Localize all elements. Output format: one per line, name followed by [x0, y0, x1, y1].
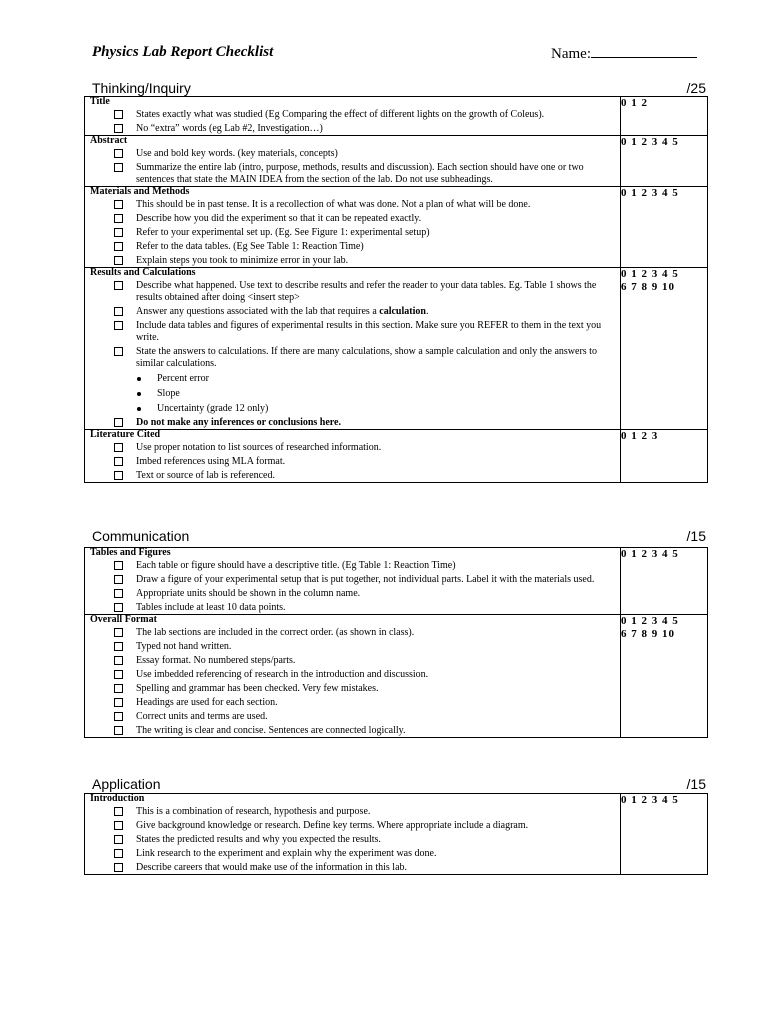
- section-max-score: /15: [686, 776, 706, 792]
- checkbox-icon[interactable]: [114, 149, 123, 158]
- section-name: Application: [92, 776, 161, 792]
- score-scale: 0 1 2 3: [621, 430, 708, 483]
- rubric-row: [85, 97, 708, 136]
- checklist-item: Describe how you did the experiment so that it can be repeated exactly.: [85, 213, 620, 225]
- checkbox-icon[interactable]: [114, 110, 123, 119]
- score-scale: 0 1 2 3 4 5: [621, 794, 708, 875]
- bullet-icon: [137, 392, 141, 396]
- checklist-item: Use proper notation to list sources of researched information.: [85, 442, 620, 454]
- checklist-item: Explain steps you took to minimize error in your lab.: [85, 255, 620, 267]
- rubric-row: [85, 430, 708, 483]
- bullet-item: Slope: [85, 388, 620, 400]
- checklist-item: The writing is clear and concise. Sentences are connected logically.: [85, 725, 620, 737]
- checkbox-icon[interactable]: [114, 347, 123, 356]
- section-name: Thinking/Inquiry: [92, 80, 191, 96]
- checklist-item: Each table or figure should have a descriptive title. (Eg Table 1: Reaction Time): [85, 560, 620, 572]
- checklist-item: No “extra” words (eg Lab #2, Investigation…): [85, 123, 620, 135]
- checkbox-icon[interactable]: [114, 321, 123, 330]
- score-scale: 0 1 2 3 4 5 6 7 8 9 10: [621, 615, 708, 738]
- checklist-item: Do not make any inferences or conclusions here.: [85, 417, 620, 429]
- checklist-item: Headings are used for each section.: [85, 697, 620, 709]
- rubric-title: Literature Cited: [90, 429, 161, 440]
- checkbox-icon[interactable]: [114, 726, 123, 735]
- rubric-title: Materials and Methods: [90, 186, 190, 197]
- checkbox-icon[interactable]: [114, 471, 123, 480]
- checklist-item: Draw a figure of your experimental setup that is put together, not individual parts. Label it with the materials used.: [85, 574, 620, 586]
- checkbox-icon[interactable]: [114, 200, 123, 209]
- checkbox-icon[interactable]: [114, 575, 123, 584]
- rubric-row: [85, 187, 708, 268]
- bullet-item: Uncertainty (grade 12 only): [85, 403, 620, 415]
- rubric-title: Tables and Figures: [90, 547, 171, 558]
- checkbox-icon[interactable]: [114, 698, 123, 707]
- checkbox-icon[interactable]: [114, 457, 123, 466]
- checkbox-icon[interactable]: [114, 214, 123, 223]
- checkbox-icon[interactable]: [114, 561, 123, 570]
- checkbox-icon[interactable]: [114, 628, 123, 637]
- checklist-item: Use and bold key words. (key materials, concepts): [85, 148, 620, 160]
- checklist-item: This is a combination of research, hypothesis and purpose.: [85, 806, 620, 818]
- checkbox-icon[interactable]: [114, 656, 123, 665]
- rubric-title: Title: [90, 96, 110, 107]
- section-max-score: /25: [686, 80, 706, 96]
- score-scale: 0 1 2: [621, 97, 708, 136]
- checkbox-icon[interactable]: [114, 418, 123, 427]
- checkbox-icon[interactable]: [114, 684, 123, 693]
- checkbox-icon[interactable]: [114, 307, 123, 316]
- score-scale: 0 1 2 3 4 5: [621, 548, 708, 615]
- checkbox-icon[interactable]: [114, 835, 123, 844]
- section-name: Communication: [92, 528, 190, 544]
- rubric-row: [85, 136, 708, 187]
- document-title: Physics Lab Report Checklist: [92, 44, 274, 60]
- rubric-title: Abstract: [90, 135, 128, 146]
- section-max-score: /15: [686, 528, 706, 544]
- name-blank-line: [591, 44, 697, 58]
- checklist-item: Essay format. No numbered steps/parts.: [85, 655, 620, 667]
- rubric-row: [85, 794, 708, 875]
- checklist-item: Give background knowledge or research. Define key terms. Where appropriate include a diagram.: [85, 820, 620, 832]
- checkbox-icon[interactable]: [114, 281, 123, 290]
- checkbox-icon[interactable]: [114, 712, 123, 721]
- bullet-item: Percent error: [85, 373, 620, 385]
- checkbox-icon[interactable]: [114, 863, 123, 872]
- rubric-row: [85, 268, 708, 430]
- checkbox-icon[interactable]: [114, 443, 123, 452]
- checkbox-icon[interactable]: [114, 807, 123, 816]
- checkbox-icon[interactable]: [114, 242, 123, 251]
- checklist-item: Describe what happened. Use text to describe results and refer the reader to your data tables. Eg. Table 1 shows the results obtained after doing <insert step>: [85, 280, 620, 304]
- name-label: Name:: [551, 46, 591, 62]
- rubric-table: [84, 547, 708, 738]
- checklist-item: Answer any questions associated with the lab that requires a calculation.: [85, 306, 620, 318]
- checklist-item: Include data tables and figures of experimental results in this section. Make sure you REFER to them in the text you write.: [85, 320, 620, 344]
- checklist-item: Typed not hand written.: [85, 641, 620, 653]
- rubric-table: [84, 96, 708, 483]
- checklist-item: State the answers to calculations. If there are many calculations, show a sample calculation and only the answers to similar calculations.: [85, 346, 620, 370]
- checkbox-icon[interactable]: [114, 256, 123, 265]
- checklist-item: Spelling and grammar has been checked. Very few mistakes.: [85, 683, 620, 695]
- rubric-table: [84, 793, 708, 875]
- checklist-item: Tables include at least 10 data points.: [85, 602, 620, 614]
- checklist-item: Appropriate units should be shown in the column name.: [85, 588, 620, 600]
- checklist-item: Refer to the data tables. (Eg See Table 1: Reaction Time): [85, 241, 620, 253]
- rubric-title: Overall Format: [90, 614, 157, 625]
- checklist-item: Describe careers that would make use of the information in this lab.: [85, 862, 620, 874]
- checklist-item: Imbed references using MLA format.: [85, 456, 620, 468]
- score-scale: 0 1 2 3 4 5 6 7 8 9 10: [621, 268, 708, 430]
- checkbox-icon[interactable]: [114, 642, 123, 651]
- checklist-item: Summarize the entire lab (intro, purpose, methods, results and discussion). Each section should have one or two sentences that state the MAIN IDEA from the section of the lab. Do not use subheadings.: [85, 162, 620, 186]
- checklist-item: States the predicted results and why you expected the results.: [85, 834, 620, 846]
- checklist-item: Refer to your experimental set up. (Eg. See Figure 1: experimental setup): [85, 227, 620, 239]
- checklist-item: Link research to the experiment and explain why the experiment was done.: [85, 848, 620, 860]
- bullet-icon: [137, 377, 141, 381]
- checkbox-icon[interactable]: [114, 670, 123, 679]
- name-field: [551, 44, 697, 63]
- rubric-title: Results and Calculations: [90, 267, 196, 278]
- checklist-item: The lab sections are included in the correct order. (as shown in class).: [85, 627, 620, 639]
- rubric-row: [85, 548, 708, 615]
- checklist-item: States exactly what was studied (Eg Comparing the effect of different lights on the growth of Coleus).: [85, 109, 620, 121]
- checkbox-icon[interactable]: [114, 603, 123, 612]
- checkbox-icon[interactable]: [114, 228, 123, 237]
- checklist-item: Correct units and terms are used.: [85, 711, 620, 723]
- checkbox-icon[interactable]: [114, 124, 123, 133]
- checklist-item: Use imbedded referencing of research in the introduction and discussion.: [85, 669, 620, 681]
- score-scale: 0 1 2 3 4 5: [621, 136, 708, 187]
- checkbox-icon[interactable]: [114, 163, 123, 172]
- bullet-icon: [137, 407, 141, 411]
- checkbox-icon[interactable]: [114, 849, 123, 858]
- checkbox-icon[interactable]: [114, 821, 123, 830]
- rubric-row: [85, 615, 708, 738]
- rubric-title: Introduction: [90, 793, 145, 804]
- checkbox-icon[interactable]: [114, 589, 123, 598]
- score-scale: 0 1 2 3 4 5: [621, 187, 708, 268]
- checklist-item: Text or source of lab is referenced.: [85, 470, 620, 482]
- checklist-item: This should be in past tense. It is a recollection of what was done. Not a plan of what will be done.: [85, 199, 620, 211]
